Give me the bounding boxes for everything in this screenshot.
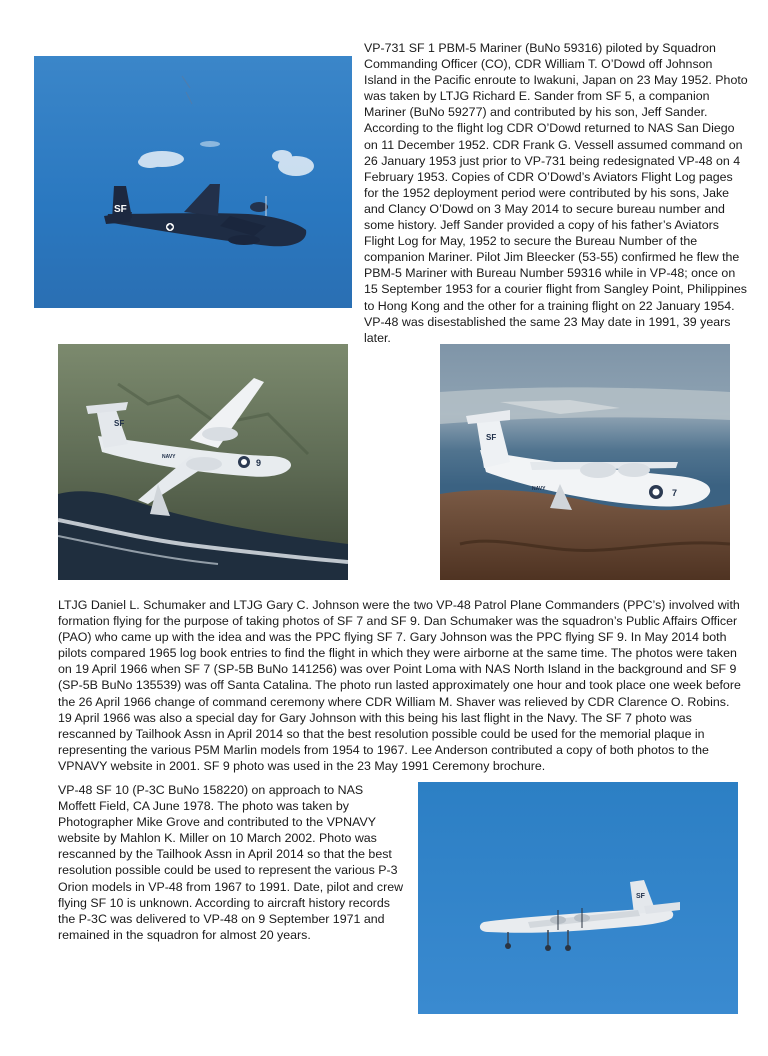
marlin-sf7-image bbox=[440, 344, 730, 580]
marlin-sf9-navy-marking: NAVY bbox=[162, 454, 176, 460]
orion-photo bbox=[418, 782, 738, 1014]
marlin-sf9-photo bbox=[58, 344, 348, 580]
marlin-sf9-tail-code: SF bbox=[114, 419, 125, 428]
marlin-sf7-navy-marking: NAVY bbox=[532, 486, 546, 492]
mariner-image bbox=[34, 56, 352, 308]
marlin-sf7-side-number: 7 bbox=[672, 488, 678, 498]
marlin-sf7-photo bbox=[440, 344, 730, 580]
marlin-caption: LTJG Daniel L. Schumaker and LTJG Gary C. Johnson were the two VP-48 Patrol Plane Commanders (PPC’s) involved with formation flying for the purpose of taking photos of SF 7 and SF 9. Dan Schumaker was the squadron’s Public Affairs Officer (PAO) who came up with the idea and was the PPC flying SF 7. Gary Johnson was the PPC flying SF 9. In May 2014 both pilots compared 1965 log book entries to find the flight in which they were airborne at the same time. The photos were taken on 19 April 1966 when SF 7 (SP-5B BuNo 141256) was over Point Loma with NAS North Island in the background and SF 9 (SP-5B BuNo 135539) was off Santa Catalina. The photo run lasted approximately one hour and took place one week before the 26 April 1966 change of command ceremony where CDR William M. Shaver was relieved by CDR Clarence O. Robins. 19 April 1966 was also a special day for Gary Johnson with this being his last flight in the Navy. The SF 7 photo was rescanned by Tailhook Assn in April 2014 so that the best resolution possible could be used for the memorial plaque in representing the various P5M Marlin models from 1954 to 1967. Lee Anderson contributed a copy of both photos to the VPNAVY website in 2001. SF 9 photo was used in the 23 May 1991 Ceremony brochure. bbox=[58, 598, 741, 773]
orion-image bbox=[418, 782, 738, 1014]
marlin-sf9-side-number: 9 bbox=[256, 458, 262, 468]
orion-tail-code: SF bbox=[636, 893, 645, 900]
orion-caption: VP-48 SF 10 (P-3C BuNo 158220) on approach to NAS Moffett Field, CA June 1978. The photo was taken by Photographer Mike Grove and contributed to the VPNAVY website by Mahlon K. Miller on 10 March 2002. Photo was rescanned by the Tailhook Assn in April 2014 so that the best resolution possible could be used to represent the various P-3 Orion models in VP-48 from 1967 to 1991. Date, pilot and crew flying SF 10 is unknown. According to aircraft history records the P-3C was delivered to VP-48 on 9 September 1971 and remained in the squadron for almost 20 years. bbox=[58, 783, 404, 942]
mariner-photo bbox=[34, 56, 352, 308]
marlin-sf7-tail-code: SF bbox=[486, 433, 497, 442]
mariner-caption: VP-731 SF 1 PBM-5 Mariner (BuNo 59316) piloted by Squadron Commanding Officer (CO), CDR William T. O’Dowd off Johnson Island in the Pacific enroute to Iwakuni, Japan on 23 May 1952. Photo was taken by LTJG Richard E. Sander from SF 5, a companion Mariner (BuNo 59277) and contributed by his son, Jeff Sander. According to the flight log CDR O’Dowd returned to NAS San Diego on 11 December 1952. CDR Frank G. Vessell assumed command on 26 January 1953 just prior to VP-731 being redesignated VP-48 on 4 February 1953. Copies of CDR O’Dowd’s Aviators Flight Log pages for the 1952 deployment period were contributed by his sons, Jake and Clancy O’Dowd on 3 May 2014 to secure bureau number and some history. Jeff Sander provided a copy of his father’s Aviators Flight Log for May, 1952 to secure the Bureau Number of the companion Mariner. Pilot Jim Bleecker (53-55) confirmed he flew the PBM-5 Mariner with Bureau Number 59316 while in VP-48; once on 15 September 1953 for a courier flight from Sangley Point, Philippines to Hong Kong and the other for a training flight on 22 January 1954. VP-48 was disestablished the same 23 May date in 1991, 39 years later. bbox=[364, 41, 748, 345]
marlin-sf9-image bbox=[58, 344, 348, 580]
mariner-tail-code: SF bbox=[114, 204, 127, 215]
